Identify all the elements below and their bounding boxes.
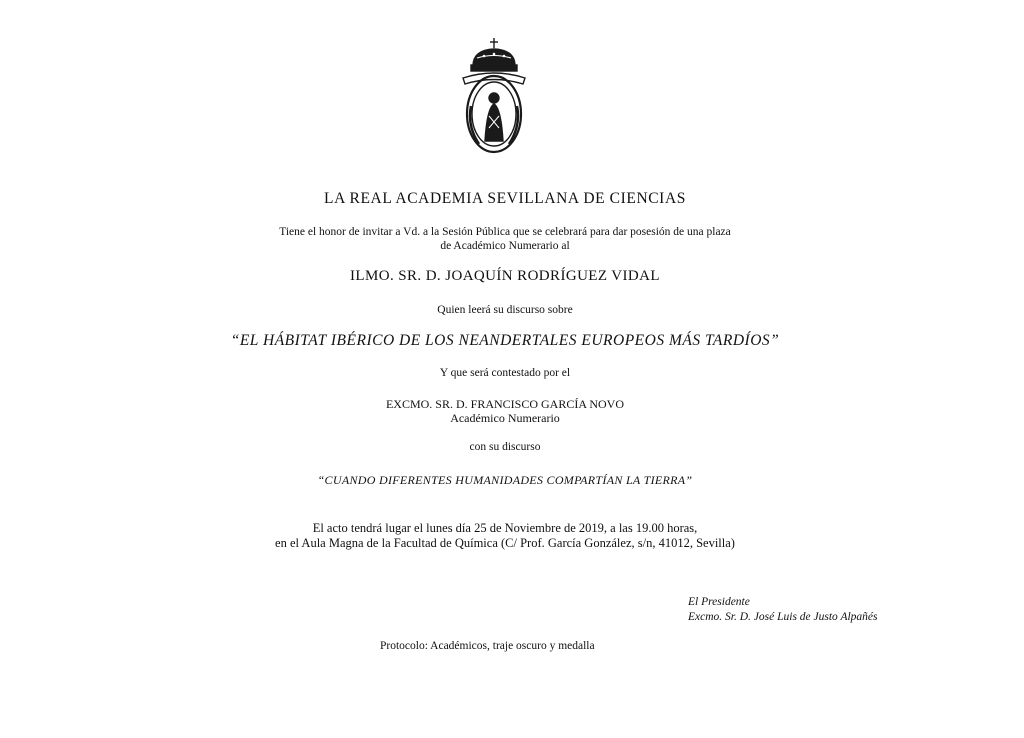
answered-by-text: Y que será contestado por el — [439, 367, 571, 379]
academy-crest-icon — [459, 36, 529, 156]
protocol-note: Protocolo: Académicos, traje oscuro y medalla — [380, 640, 595, 652]
respondent-role: Académico Numerario — [450, 411, 560, 425]
respondent-block — [0, 397, 1010, 425]
reads-discourse-text: Quien leerá su discurso sobre — [437, 304, 573, 316]
academy-title: LA REAL ACADEMIA SEVILLANA DE CIENCIAS — [324, 190, 686, 207]
signature-block — [688, 595, 878, 625]
respondent-name: EXCMO. SR. D. FRANCISCO GARCÍA NOVO — [385, 397, 625, 411]
with-discourse-text: con su discurso — [469, 441, 541, 453]
invitation-line-2: de Académico Numerario al — [440, 240, 570, 252]
inductee-name: ILMO. SR. D. JOAQUÍN RODRÍGUEZ VIDAL — [350, 268, 660, 284]
venue-line-1: El acto tendrá lugar el lunes día 25 de Noviembre de 2019, a las 19.00 horas, — [312, 521, 698, 535]
venue-line-2: en el Aula Magna de la Facultad de Química (C/ Prof. García González, s/n, 41012, Sevilla) — [275, 536, 735, 550]
invitation-line-1: Tiene el honor de invitar a Vd. a la Sesión Pública que se celebrará para dar posesión de una plaza — [279, 226, 731, 238]
venue-details — [0, 521, 1010, 551]
signature-name: Excmo. Sr. D. José Luis de Justo Alpañés — [688, 611, 878, 623]
discourse-title: “EL HÁBITAT IBÉRICO DE LOS NEANDERTALES EUROPEOS MÁS TARDÍOS” — [230, 332, 780, 349]
invitation-text — [0, 225, 1010, 253]
response-title: “CUANDO DIFERENTES HUMANIDADES COMPARTÍAN LA TIERRA” — [317, 473, 693, 487]
signature-role: El Presidente — [688, 596, 750, 608]
